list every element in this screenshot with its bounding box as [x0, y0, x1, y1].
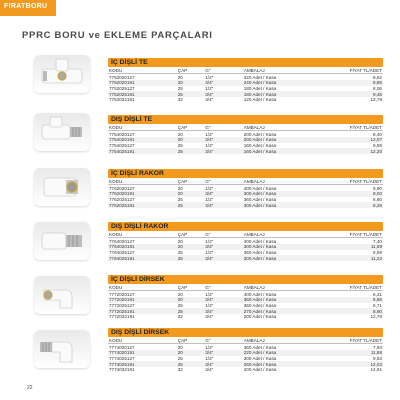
- cell-thread: 3/4": [204, 308, 243, 314]
- cell-diameter: 20: [177, 238, 183, 244]
- cell-code: 7754020191: [108, 137, 177, 143]
- cell-packaging: 400 Adet / Kasa: [243, 185, 277, 191]
- cell-price: 8,06: [373, 86, 382, 92]
- cell-code: 7764020127: [109, 238, 135, 244]
- cell-thread: 1/2": [205, 303, 214, 309]
- cell-code: 7764020191: [108, 244, 177, 250]
- product-table: [108, 67, 383, 103]
- col-header-price: FİYAT TL/ADET: [323, 337, 384, 344]
- cell-thread: 3/4": [204, 137, 243, 143]
- table-row: [108, 314, 383, 320]
- cell-packaging: 260 Adet / Kasa: [243, 361, 323, 367]
- cell-price: 11,86: [323, 350, 384, 356]
- table-row: [108, 367, 383, 373]
- cell-thread: 1/2": [205, 74, 214, 80]
- cell-diameter: 20: [177, 297, 205, 303]
- cell-diameter: 25: [177, 361, 205, 367]
- cell-code: 7772025191: [108, 308, 177, 314]
- cell-thread: 1/2": [205, 131, 214, 137]
- table-row: [108, 97, 383, 103]
- cell-code: 7764025127: [109, 250, 135, 256]
- cell-code: 7772020127: [109, 291, 135, 297]
- cell-thread: 3/4": [205, 314, 214, 320]
- cell-price: 13,79: [370, 97, 382, 103]
- col-header-price: FİYAT TL/ADET: [323, 124, 384, 131]
- cell-packaging: 240 Adet / Kasa: [243, 80, 323, 86]
- cell-price: 11,22: [323, 255, 384, 261]
- cell-packaging: 360 Adet / Kasa: [243, 344, 277, 350]
- cell-packaging: 360 Adet / Kasa: [243, 250, 277, 256]
- cell-packaging: 200 Adet / Kasa: [243, 314, 277, 320]
- col-header-diameter: ÇAP: [177, 284, 205, 291]
- section-title: İÇ DİŞLİ DİRSEK: [111, 276, 165, 283]
- col-header-code: KODU: [108, 231, 177, 238]
- section-female-threaded-elbow: [108, 275, 383, 320]
- col-header-thread: G": [204, 337, 243, 344]
- cell-packaging: 300 Adet / Kasa: [243, 191, 323, 197]
- brand-logo-text: FIRATBORU: [4, 3, 48, 10]
- cell-code: 7762025191: [108, 202, 177, 208]
- cell-thread: 3/4": [204, 202, 243, 208]
- cell-diameter: 32: [177, 97, 183, 103]
- cell-packaging: 320 Adet / Kasa: [243, 74, 277, 80]
- cell-code: 7774025191: [108, 361, 177, 367]
- cell-diameter: 32: [177, 314, 183, 320]
- table-row: [108, 255, 383, 261]
- brand-logo: [0, 0, 56, 16]
- cell-price: 5,90: [373, 185, 382, 191]
- col-header-diameter: ÇAP: [177, 231, 205, 238]
- col-header-thread: G": [204, 231, 243, 238]
- cell-packaging: 180 Adet / Kasa: [243, 91, 323, 97]
- cell-code: 7752025191: [108, 91, 177, 97]
- cell-diameter: 20: [177, 185, 183, 191]
- cell-code: 7762025127: [109, 197, 135, 203]
- col-header-diameter: ÇAP: [177, 337, 205, 344]
- section-male-threaded-coupling: [108, 222, 383, 261]
- cell-price: 6,62: [373, 74, 382, 80]
- col-header-packaging: AMBALAJ: [243, 231, 323, 238]
- col-header-code: KODU: [108, 67, 177, 74]
- table-header-row: [108, 231, 383, 238]
- table-header-row: [108, 178, 383, 185]
- cell-code: 7754020127: [109, 131, 135, 137]
- product-table: [108, 231, 383, 261]
- cell-code: 7772020191: [108, 297, 177, 303]
- section-female-threaded-coupling: [108, 169, 383, 208]
- cell-thread: 1/2": [205, 291, 214, 297]
- female-threaded-coupling-icon: [34, 168, 90, 206]
- cell-price: 6,21: [373, 291, 382, 297]
- male-threaded-elbow-icon: [34, 330, 90, 368]
- section-header: [108, 58, 383, 67]
- cell-code: 7774020127: [109, 344, 135, 350]
- cell-diameter: 25: [177, 250, 183, 256]
- section-header: [108, 275, 383, 284]
- col-header-code: KODU: [108, 337, 177, 344]
- cell-packaging: 300 Adet / Kasa: [243, 356, 277, 362]
- cell-code: 7754025191: [108, 148, 177, 154]
- cell-packaging: 120 Adet / Kasa: [243, 97, 277, 103]
- cell-price: 12,76: [370, 314, 382, 320]
- col-header-packaging: AMBALAJ: [243, 67, 323, 74]
- cell-diameter: 20: [177, 137, 205, 143]
- cell-diameter: 25: [177, 308, 205, 314]
- female-threaded-tee-icon: [34, 55, 90, 93]
- section-header: [108, 222, 383, 231]
- cell-diameter: 20: [177, 244, 205, 250]
- cell-diameter: 25: [177, 356, 183, 362]
- table-header-row: [108, 337, 383, 344]
- cell-diameter: 20: [177, 344, 183, 350]
- cell-price: 7,40: [373, 238, 382, 244]
- cell-code: 7764025191: [108, 255, 177, 261]
- cell-price: 12,03: [323, 361, 384, 367]
- male-threaded-coupling-icon: [34, 222, 90, 260]
- cell-diameter: 20: [177, 291, 183, 297]
- section-title: İÇ DİŞLİ RAKOR: [111, 170, 164, 177]
- page-number: 22: [27, 385, 33, 391]
- cell-thread: 1/2": [205, 250, 214, 256]
- product-table: [108, 337, 383, 373]
- cell-code: 7754025127: [109, 143, 135, 149]
- cell-thread: 1/2": [205, 143, 214, 149]
- cell-packaging: 360 Adet / Kasa: [243, 197, 277, 203]
- cell-thread: 1/2": [205, 356, 214, 362]
- cell-packaging: 300 Adet / Kasa: [243, 202, 323, 208]
- cell-diameter: 25: [177, 148, 205, 154]
- cell-thread: 3/4": [204, 80, 243, 86]
- col-header-packaging: AMBALAJ: [243, 178, 323, 185]
- cell-diameter: 25: [177, 91, 205, 97]
- section-title: DIŞ DİŞLİ TE: [111, 116, 153, 123]
- cell-packaging: 300 Adet / Kasa: [243, 244, 323, 250]
- cell-price: 12,07: [323, 137, 384, 143]
- product-table: [108, 284, 383, 320]
- cell-packaging: 270 Adet / Kasa: [243, 308, 323, 314]
- cell-thread: 1/2": [205, 86, 214, 92]
- cell-price: 8,28: [323, 202, 384, 208]
- cell-thread: 1/2": [205, 238, 214, 244]
- cell-diameter: 20: [177, 191, 205, 197]
- section-header: [108, 115, 383, 124]
- cell-code: 7762020127: [109, 185, 135, 191]
- cell-packaging: 200 Adet / Kasa: [243, 137, 323, 143]
- cell-thread: 3/4": [205, 97, 214, 103]
- product-table: [108, 178, 383, 208]
- cell-packaging: 200 Adet / Kasa: [243, 367, 277, 373]
- cell-code: 7772032191: [109, 314, 135, 320]
- cell-price: 14,81: [370, 367, 382, 373]
- cell-packaging: 200 Adet / Kasa: [243, 131, 277, 137]
- cell-thread: 3/4": [204, 297, 243, 303]
- cell-diameter: 25: [177, 86, 183, 92]
- cell-thread: 3/4": [204, 350, 243, 356]
- col-header-packaging: AMBALAJ: [243, 124, 323, 131]
- col-header-packaging: AMBALAJ: [243, 284, 323, 291]
- cell-thread: 3/4": [204, 255, 243, 261]
- table-header-row: [108, 124, 383, 131]
- section-male-threaded-elbow: [108, 328, 383, 373]
- male-threaded-tee-icon: [34, 113, 90, 151]
- cell-code: 7752020127: [109, 74, 135, 80]
- col-header-price: FİYAT TL/ADET: [323, 284, 384, 291]
- cell-code: 7752032191: [109, 97, 135, 103]
- cell-price: 9,59: [373, 143, 382, 149]
- cell-price: 8,03: [323, 191, 384, 197]
- cell-thread: 3/4": [205, 367, 214, 373]
- col-header-price: FİYAT TL/ADET: [323, 67, 384, 74]
- col-header-thread: G": [204, 178, 243, 185]
- cell-diameter: 25: [177, 143, 183, 149]
- cell-code: 7762020191: [108, 191, 177, 197]
- section-header: [108, 328, 383, 337]
- col-header-diameter: ÇAP: [177, 178, 205, 185]
- cell-thread: 1/2": [205, 197, 214, 203]
- cell-price: 8,89: [323, 80, 384, 86]
- cell-price: 11,59: [323, 244, 384, 250]
- cell-thread: 3/4": [204, 244, 243, 250]
- cell-packaging: 360 Adet / Kasa: [243, 297, 323, 303]
- cell-price: 9,45: [323, 91, 384, 97]
- section-title: DIŞ DİŞLİ RAKOR: [111, 223, 169, 230]
- table-row: [108, 202, 383, 208]
- cell-thread: 3/4": [204, 91, 243, 97]
- cell-packaging: 180 Adet / Kasa: [243, 86, 277, 92]
- cell-thread: 3/4": [204, 361, 243, 367]
- cell-diameter: 25: [177, 197, 183, 203]
- cell-code: 7752025127: [109, 86, 135, 92]
- cell-packaging: 360 Adet / Kasa: [243, 303, 277, 309]
- cell-price: 6,71: [373, 303, 382, 309]
- cell-packaging: 400 Adet / Kasa: [243, 291, 277, 297]
- cell-thread: 1/2": [205, 185, 214, 191]
- female-threaded-elbow-icon: [34, 276, 90, 314]
- cell-packaging: 400 Adet / Kasa: [243, 238, 277, 244]
- cell-price: 8,59: [373, 250, 382, 256]
- cell-diameter: 25: [177, 255, 205, 261]
- col-header-code: KODU: [108, 178, 177, 185]
- col-header-thread: G": [204, 284, 243, 291]
- cell-price: 7,93: [373, 344, 382, 350]
- col-header-code: KODU: [108, 124, 177, 131]
- section-female-threaded-tee: [108, 58, 383, 103]
- section-title: DIŞ DİŞLİ DİRSEK: [111, 329, 170, 336]
- cell-packaging: 160 Adet / Kasa: [243, 148, 323, 154]
- cell-price: 6,60: [373, 197, 382, 203]
- cell-diameter: 20: [177, 74, 183, 80]
- col-header-code: KODU: [108, 284, 177, 291]
- cell-packaging: 300 Adet / Kasa: [243, 255, 323, 261]
- cell-thread: 1/2": [205, 344, 214, 350]
- section-male-threaded-tee: [108, 115, 383, 154]
- cell-price: 9,53: [373, 356, 382, 362]
- cell-code: 7774020191: [108, 350, 177, 356]
- cell-thread: 3/4": [204, 148, 243, 154]
- cell-code: 7774032191: [109, 367, 135, 373]
- table-row: [108, 148, 383, 154]
- cell-code: 7772025127: [109, 303, 135, 309]
- cell-diameter: 20: [177, 131, 183, 137]
- table-header-row: [108, 284, 383, 291]
- col-header-diameter: ÇAP: [177, 67, 205, 74]
- cell-code: 7774025127: [109, 356, 135, 362]
- cell-diameter: 32: [177, 367, 183, 373]
- cell-price: 8,40: [373, 131, 382, 137]
- section-header: [108, 169, 383, 178]
- col-header-thread: G": [204, 67, 243, 74]
- col-header-packaging: AMBALAJ: [243, 337, 323, 344]
- cell-diameter: 25: [177, 303, 183, 309]
- product-table: [108, 124, 383, 154]
- cell-diameter: 20: [177, 80, 205, 86]
- section-title: İÇ DİŞLİ TE: [111, 59, 148, 66]
- cell-price: 8,86: [323, 297, 384, 303]
- cell-price: 12,20: [323, 148, 384, 154]
- cell-code: 7752020191: [108, 80, 177, 86]
- table-header-row: [108, 67, 383, 74]
- col-header-price: FİYAT TL/ADET: [323, 231, 384, 238]
- cell-thread: 3/4": [204, 191, 243, 197]
- cell-diameter: 25: [177, 202, 205, 208]
- cell-diameter: 20: [177, 350, 205, 356]
- cell-packaging: 220 Adet / Kasa: [243, 350, 323, 356]
- cell-packaging: 160 Adet / Kasa: [243, 143, 277, 149]
- col-header-diameter: ÇAP: [177, 124, 205, 131]
- col-header-price: FİYAT TL/ADET: [323, 178, 384, 185]
- col-header-thread: G": [204, 124, 243, 131]
- cell-price: 8,90: [323, 308, 384, 314]
- page-title: PPRC BORU ve EKLEME PARÇALARI: [22, 30, 213, 41]
